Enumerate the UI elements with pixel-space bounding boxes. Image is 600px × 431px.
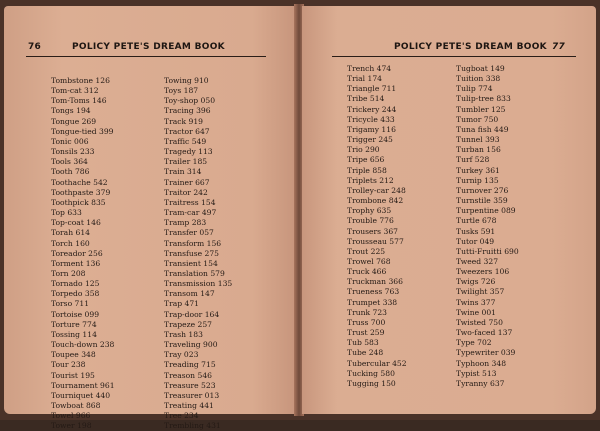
dream-entry: Trembling 431	[164, 421, 221, 431]
dream-entry: Triangle 711	[347, 84, 397, 94]
dream-entry: Trumpet 338	[347, 297, 398, 307]
dream-entry: Towel 966	[51, 411, 91, 421]
dream-entry: Tongue-tied 399	[51, 126, 114, 136]
dream-entry: Tragedy 113	[164, 147, 213, 157]
dream-entry: Type 702	[456, 338, 492, 348]
dream-entry: Tweezers 106	[456, 267, 510, 277]
dream-entry: Translation 579	[164, 268, 225, 278]
dream-entry: Track 919	[164, 116, 203, 126]
dream-entry: Tripe 656	[347, 155, 385, 165]
dream-entry: Triplets 212	[347, 175, 394, 185]
dream-entry: Torso 711	[51, 299, 90, 309]
dream-entry: Tulip 774	[456, 84, 493, 94]
dream-entry: Tom-Toms 146	[51, 96, 107, 106]
right-page-number-wrap	[552, 42, 565, 52]
dream-entry: Top-coat 146	[51, 218, 101, 228]
dream-entry: Tribe 514	[347, 94, 385, 104]
dream-entry: Turnover 276	[456, 185, 509, 195]
dream-entry: Twigs 726	[456, 277, 496, 287]
dream-entry: Tonic 006	[51, 136, 89, 146]
dream-entry: Trench 474	[347, 64, 392, 73]
dream-entry: Torah 614	[51, 228, 91, 238]
dream-entry: Tumbler 125	[456, 104, 506, 114]
dream-entry: Tray 023	[164, 350, 199, 360]
dream-entry: Torture 774	[51, 319, 97, 329]
dream-entry: Tour 238	[51, 360, 86, 370]
dream-entry: Tracing 396	[164, 106, 211, 116]
left-page-title: POLICY PETE'S DREAM BOOK	[72, 42, 225, 52]
dream-entry: Tournament 961	[51, 380, 115, 390]
dream-entry: Tourist 195	[51, 370, 95, 380]
dream-entry: Typewriter 039	[456, 348, 516, 358]
dream-entry: Treason 546	[164, 370, 212, 380]
dream-entry: Treating 441	[164, 401, 214, 410]
dream-entry: Tuna fish 449	[456, 124, 509, 134]
dream-entry: Touch-down 238	[51, 340, 115, 350]
dream-entry: Twins 377	[456, 297, 496, 307]
dream-entry: Train 314	[164, 167, 202, 177]
dream-entry: Tumor 750	[456, 114, 499, 124]
dream-entry: Turnip 135	[456, 175, 499, 185]
dream-entry: Tub 583	[347, 338, 379, 348]
dream-entry: Toreador 256	[51, 248, 103, 258]
dream-entry: Treasurer 013	[164, 390, 220, 400]
dream-entry: Toothpaste 379	[51, 187, 111, 197]
dream-entry: Trio 290	[347, 145, 380, 155]
dream-entry: Trout 225	[347, 246, 386, 256]
right-page-title: POLICY PETE'S DREAM BOOK	[394, 42, 547, 52]
dream-entry: Turban 156	[456, 145, 501, 155]
right-page-header	[394, 42, 547, 52]
right-column-2	[456, 64, 519, 389]
dream-entry: Trash 183	[164, 329, 203, 339]
dream-entry: Tooth 786	[51, 167, 90, 177]
right-page	[302, 6, 596, 414]
dream-entry: Towing 910	[164, 76, 209, 85]
dream-entry: Tramp 283	[164, 218, 207, 228]
dream-entry: Twisted 750	[456, 317, 503, 327]
dream-entry: Tree 234	[164, 411, 199, 421]
dream-entry: Typist 513	[456, 368, 497, 378]
dream-entry: Tram-car 497	[164, 208, 217, 218]
dream-entry: Trainer 667	[164, 177, 210, 187]
dream-entry: Truckman 366	[347, 277, 403, 287]
dream-entry: Transient 154	[164, 258, 218, 268]
dream-entry: Trombone 842	[347, 196, 404, 206]
right-column-1	[347, 64, 407, 389]
right-page-number: 77	[552, 42, 566, 52]
dream-entry: Truck 466	[347, 267, 387, 277]
dream-entry: Traveling 900	[164, 340, 218, 350]
dream-entry: Tube 248	[347, 348, 384, 358]
dream-entry: Twilight 357	[456, 287, 505, 297]
dream-entry: Tourniquet 440	[51, 390, 111, 400]
dream-entry: Torment 136	[51, 258, 101, 268]
dream-entry: Toy-shop 050	[164, 96, 216, 106]
dream-entry: Tunnel 393	[456, 135, 500, 145]
left-header-rule	[26, 56, 266, 57]
dream-entry: Tower 198	[51, 421, 92, 431]
dream-entry: Tugging 150	[347, 378, 396, 388]
dream-entry: Turf 528	[456, 155, 490, 165]
dream-entry: Transfuse 275	[164, 248, 220, 258]
dream-entry: Top 633	[51, 208, 82, 218]
dream-entry: Towboat 868	[51, 401, 101, 410]
dream-entry: Tom-cat 312	[51, 86, 99, 96]
dream-entry: Tucking 580	[347, 368, 395, 378]
dream-entry: Tuition 338	[456, 74, 501, 84]
dream-entry: Traffic 549	[164, 136, 207, 146]
dream-entry: Triple 858	[347, 165, 387, 175]
dream-entry: Traitor 242	[164, 187, 208, 197]
dream-entry: Turkey 361	[456, 165, 500, 175]
dream-entry: Trunk 723	[347, 307, 387, 317]
dream-entry: Turtle 678	[456, 216, 497, 226]
dream-entry: Tools 364	[51, 157, 88, 167]
dream-entry: Turnstile 359	[456, 196, 508, 206]
left-column-1	[51, 76, 115, 431]
dream-entry: Torpedo 358	[51, 289, 100, 299]
dream-entry: Tombstone 126	[51, 76, 110, 85]
dream-entry: Trap 471	[164, 299, 199, 309]
dream-entry: Turpentine 089	[456, 206, 516, 216]
dream-entry: Trigger 245	[347, 135, 393, 145]
dream-entry: Trial 174	[347, 74, 382, 84]
left-page	[4, 6, 296, 431]
dream-entry: Toys 187	[164, 86, 199, 96]
dream-entry: Trigamy 116	[347, 124, 396, 134]
dream-entry: Tricycle 433	[347, 114, 395, 124]
dream-entry: Tutti-Fruitti 690	[456, 246, 519, 256]
dream-entry: Transom 147	[164, 289, 215, 299]
dream-entry: Tutor 049	[456, 236, 495, 246]
left-page-header	[28, 42, 225, 52]
dream-entry: Toothpick 835	[51, 197, 106, 207]
dream-entry: Two-faced 137	[456, 328, 513, 338]
dream-entry: Treasure 523	[164, 380, 216, 390]
dream-entry: Trueness 763	[347, 287, 400, 297]
dream-entry: Tractor 647	[164, 126, 210, 136]
dream-entry: Toothache 542	[51, 177, 108, 187]
dream-entry: Trowel 768	[347, 256, 391, 266]
dream-entry: Traitress 154	[164, 197, 216, 207]
dream-entry: Treading 715	[164, 360, 216, 370]
left-page-number: 76	[28, 42, 42, 52]
dream-entry: Trapeze 257	[164, 319, 212, 329]
dream-entry: Transmission 135	[164, 279, 233, 289]
dream-entry: Trouble 776	[347, 216, 394, 226]
dream-entry: Tornado 125	[51, 279, 100, 289]
dream-entry: Tubercular 452	[347, 358, 407, 368]
dream-entry: Trophy 635	[347, 206, 392, 216]
right-header-rule	[332, 56, 576, 57]
dream-entry: Trousseau 577	[347, 236, 404, 246]
dream-entry: Twine 001	[456, 307, 497, 317]
dream-entry: Tweed 327	[456, 256, 499, 266]
dream-entry: Trap-door 164	[164, 309, 220, 319]
dream-entry: Trust 259	[347, 328, 385, 338]
dream-entry: Truss 700	[347, 317, 386, 327]
dream-entry: Trousers 367	[347, 226, 398, 236]
dream-entry: Toupee 348	[51, 350, 96, 360]
dream-entry: Tongue 269	[51, 116, 97, 126]
dream-entry: Tonsils 233	[51, 147, 95, 157]
dream-entry: Tugboat 149	[456, 64, 505, 73]
dream-entry: Torn 208	[51, 268, 86, 278]
dream-entry: Tusks 591	[456, 226, 496, 236]
dream-entry: Tortoise 099	[51, 309, 100, 319]
dream-entry: Torch 160	[51, 238, 90, 248]
dream-entry: Trolley-car 248	[347, 185, 406, 195]
left-column-2	[164, 76, 232, 431]
dream-entry: Tossing 114	[51, 329, 97, 339]
dream-entry: Typhoon 348	[456, 358, 507, 368]
dream-entry: Transform 156	[164, 238, 222, 248]
dream-entry: Tulip-tree 833	[456, 94, 511, 104]
dream-entry: Trickery 244	[347, 104, 397, 114]
dream-entry: Transfer 057	[164, 228, 214, 238]
dream-entry: Tongs 194	[51, 106, 91, 116]
dream-entry: Trailer 185	[164, 157, 208, 167]
dream-entry: Tyranny 637	[456, 378, 505, 388]
